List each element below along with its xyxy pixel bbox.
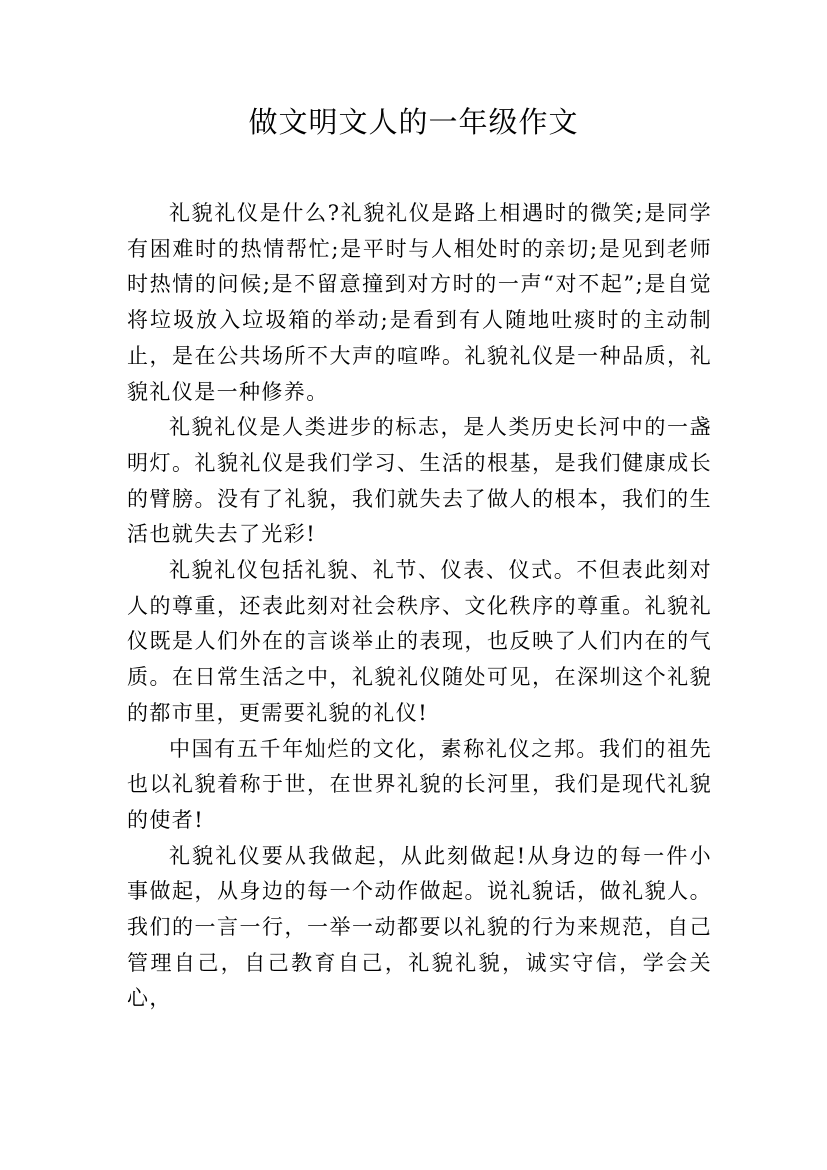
document-body: [127, 196, 712, 1017]
paragraph: 礼貌礼仪是人类进步的标志，是人类历史长河中的一盏明灯。礼貌礼仪是我们学习、生活的根基，是我们健康成长的臂膀。没有了礼貌，我们就失去了做人的根本，我们的生活也就失去了光彩!: [127, 415, 712, 547]
paragraph: 礼貌礼仪是什么?礼貌礼仪是路上相遇时的微笑;是同学有困难时的热情帮忙;是平时与人相处时的亲切;是见到老师时热情的问候;是不留意撞到对方时的一声“对不起”;是自觉将垃圾放入垃圾箱的举动;是看到有人随地吐痰时的主动制止，是在公共场所不大声的喧哗。礼貌礼仪是一种品质，礼貌礼仪是一种修养。: [127, 201, 712, 404]
paragraph: 礼貌礼仪包括礼貌、礼节、仪表、仪式。不但表此刻对人的尊重，还表此刻对社会秩序、文化秩序的尊重。礼貌礼仪既是人们外在的言谈举止的表现，也反映了人们内在的气质。在日常生活之中，礼貌礼仪随处可见，在深圳这个礼貌的都市里，更需要礼貌的礼仪!: [127, 558, 712, 725]
paragraph: 礼貌礼仪要从我做起，从此刻做起!从身边的每一件小事做起，从身边的每一个动作做起。说礼貌话，做礼貌人。我们的一言一行，一举一动都要以礼貌的行为来规范，自己管理自己，自己教育自己，礼貌礼貌，诚实守信，学会关心，: [127, 843, 712, 1011]
paragraph: 中国有五千年灿烂的文化，素称礼仪之邦。我们的祖先也以礼貌着称于世，在世界礼貌的长河里，我们是现代礼貌的使者!: [127, 736, 712, 832]
document-title: 做文明文人的一年级作文: [248, 105, 579, 139]
